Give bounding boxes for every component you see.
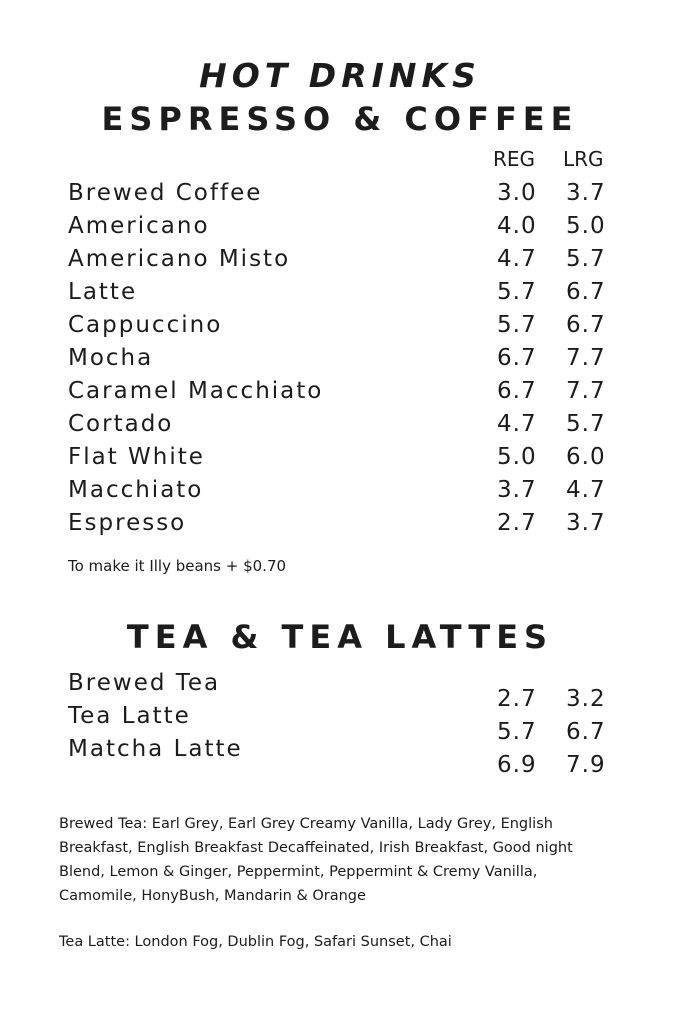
price-lrg: 5.7 <box>566 246 606 272</box>
price-lrg: 4.7 <box>566 477 606 503</box>
price-lrg: 3.7 <box>566 180 606 206</box>
price-reg: 5.0 <box>497 444 537 470</box>
price-reg: 6.7 <box>497 378 537 404</box>
price-lrg: 7.7 <box>566 378 606 404</box>
price-lrg: 6.7 <box>566 279 606 305</box>
price-reg: 4.7 <box>497 411 537 437</box>
price-reg: 4.7 <box>497 246 537 272</box>
price-reg: 5.7 <box>497 312 537 338</box>
price-lrg: 6.7 <box>566 312 606 338</box>
price-lrg: 5.0 <box>566 213 606 239</box>
price-reg: 2.7 <box>497 510 537 536</box>
tea-lattes-title: TEA & TEA LATTES <box>126 618 554 656</box>
menu-item-caramel-macchiato: Caramel Macchiato <box>68 378 324 404</box>
price-lrg: 5.7 <box>566 411 606 437</box>
lrg-column-header: LRG <box>563 147 604 171</box>
price-reg: 3.0 <box>497 180 537 206</box>
menu-item-americano-misto: Americano Misto <box>68 246 291 272</box>
brewed-tea-description: Brewed Tea: Earl Grey, Earl Grey Creamy Vanilla, Lady Grey, English Breakfast, English Breakfast Decaffeinated, Irish Breakfast, Good night Blend, Lemon & Ginger, Peppermint, Peppermint & Cremy Vanilla, Camomile, HonyBush, Mandarin & Orange <box>59 816 573 904</box>
menu-item-americano: Americano <box>68 213 210 239</box>
menu-item-macchiato: Macchiato <box>68 477 204 503</box>
menu-item-cortado: Cortado <box>68 411 174 437</box>
price-reg: 4.0 <box>497 213 537 239</box>
price-reg: 5.7 <box>497 279 537 305</box>
price-lrg: 7.7 <box>566 345 606 371</box>
illy-beans-note: To make it Illy beans + $0.70 <box>68 557 287 575</box>
price-lrg: 3.2 <box>566 686 606 712</box>
price-reg: 6.7 <box>497 345 537 371</box>
price-reg: 6.9 <box>497 752 537 778</box>
price-lrg: 3.7 <box>566 510 606 536</box>
menu-item-tea-latte: Tea Latte <box>68 703 191 729</box>
price-reg: 5.7 <box>497 719 537 745</box>
price-lrg: 7.9 <box>566 752 606 778</box>
menu-item-cappuccino: Cappuccino <box>68 312 223 338</box>
menu-item-flat-white: Flat White <box>68 444 205 470</box>
menu-item-espresso: Espresso <box>68 510 187 536</box>
reg-column-header: REG <box>493 147 536 171</box>
hot-drinks-title: HOT DRINKS <box>199 56 481 95</box>
tea-latte-description: Tea Latte: London Fog, Dublin Fog, Safari Sunset, Chai <box>59 934 452 950</box>
menu-item-brewed-tea: Brewed Tea <box>68 670 221 696</box>
menu-item-brewed-coffee: Brewed Coffee <box>68 180 263 206</box>
price-reg: 3.7 <box>497 477 537 503</box>
price-reg: 2.7 <box>497 686 537 712</box>
price-lrg: 6.7 <box>566 719 606 745</box>
price-lrg: 6.0 <box>566 444 606 470</box>
menu-item-mocha: Mocha <box>68 345 154 371</box>
espresso-coffee-title: ESPRESSO & COFFEE <box>101 100 579 138</box>
menu-item-matcha-latte: Matcha Latte <box>68 736 243 762</box>
menu-item-latte: Latte <box>68 279 138 305</box>
